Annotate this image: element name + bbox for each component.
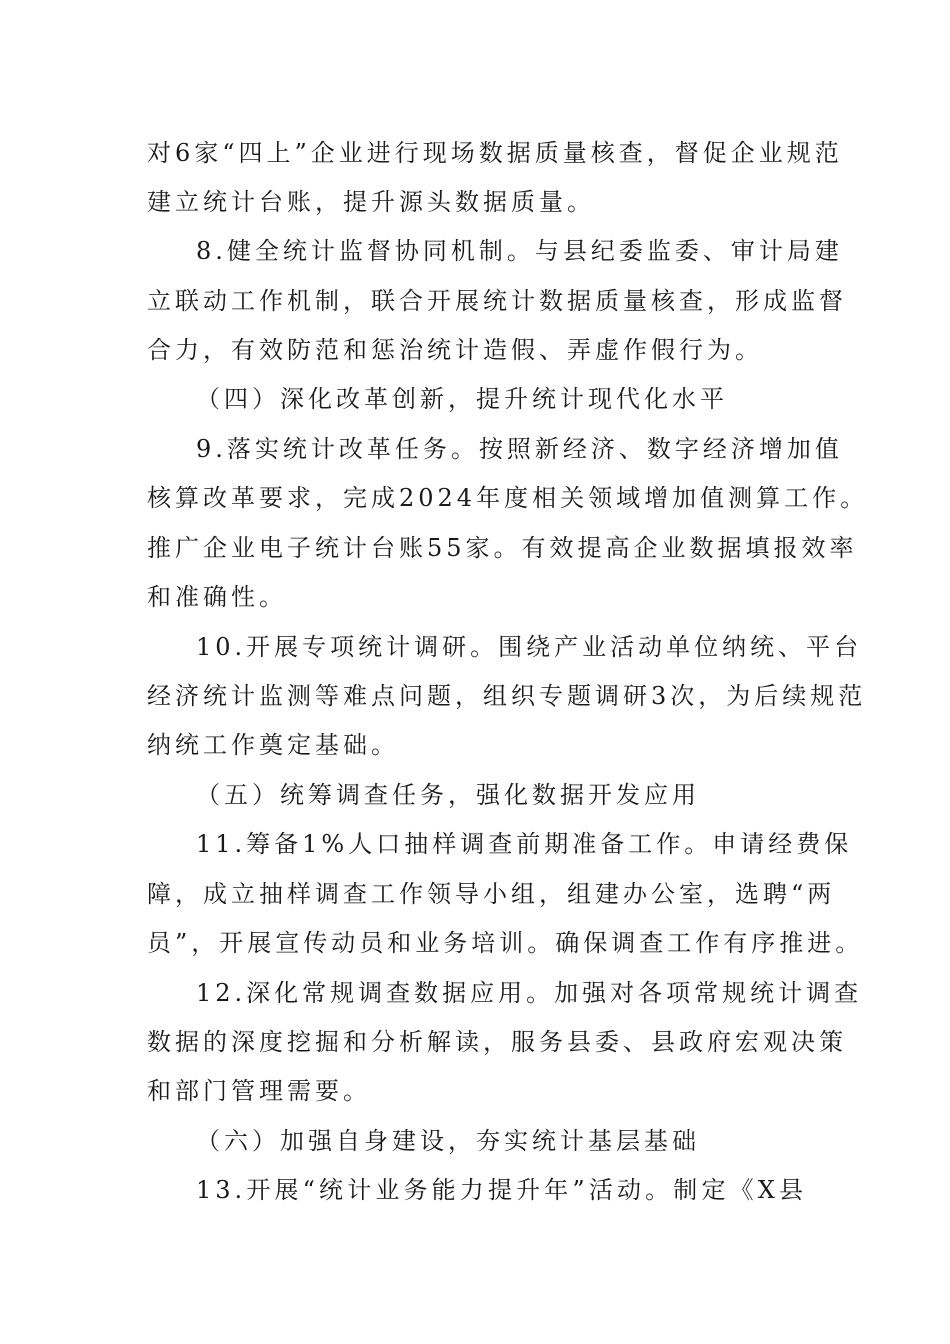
paragraph-line: 对6家“四上”企业进行现场数据质量核查，督促企业规范	[147, 139, 843, 167]
paragraph-line: 建立统计台账，提升源头数据质量。	[147, 188, 595, 216]
paragraph-line: 13.开展“统计业务能力提升年”活动。制定《X县	[196, 1176, 807, 1204]
section-heading: （五）统筹调查任务，强化数据开发应用	[196, 781, 700, 809]
paragraph-line: 员”，开展宣传动员和业务培训。确保调查工作有序推进。	[147, 929, 864, 957]
paragraph-line: 数据的深度挖掘和分析解读，服务县委、县政府宏观决策	[147, 1028, 847, 1056]
paragraph-line: 和部门管理需要。	[147, 1077, 371, 1105]
paragraph-line: 障，成立抽样调查工作领导小组，组建办公室，选聘“两	[147, 880, 836, 908]
paragraph-line: 纳统工作奠定基础。	[147, 731, 399, 759]
paragraph-line: 和准确性。	[147, 583, 287, 611]
section-heading: （四）深化改革创新，提升统计现代化水平	[196, 385, 728, 413]
paragraph-line: 经济统计监测等难点问题，组织专题调研3次，为后续规范	[147, 682, 867, 710]
paragraph-line: 12.深化常规调查数据应用。加强对各项常规统计调查	[196, 979, 863, 1007]
paragraph-line: 合力，有效防范和惩治统计造假、弄虚作假行为。	[147, 336, 763, 364]
paragraph-line: 9.落实统计改革任务。按照新经济、数字经济增加值	[196, 435, 843, 463]
paragraph-line: 10.开展专项统计调研。围绕产业活动单位纳统、平台	[196, 633, 863, 661]
paragraph-line: 8.健全统计监督协同机制。与县纪委监委、审计局建	[196, 237, 843, 265]
paragraph-line: 推广企业电子统计台账55家。有效提高企业数据填报效率	[147, 534, 858, 562]
paragraph-line: 立联动工作机制，联合开展统计数据质量核查，形成监督	[147, 287, 847, 315]
paragraph-line: 11.筹备1%人口抽样调查前期准备工作。申请经费保	[196, 830, 853, 858]
paragraph-line: 核算改革要求，完成2024年度相关领域增加值测算工作。	[147, 484, 869, 512]
section-heading: （六）加强自身建设，夯实统计基层基础	[196, 1127, 700, 1155]
